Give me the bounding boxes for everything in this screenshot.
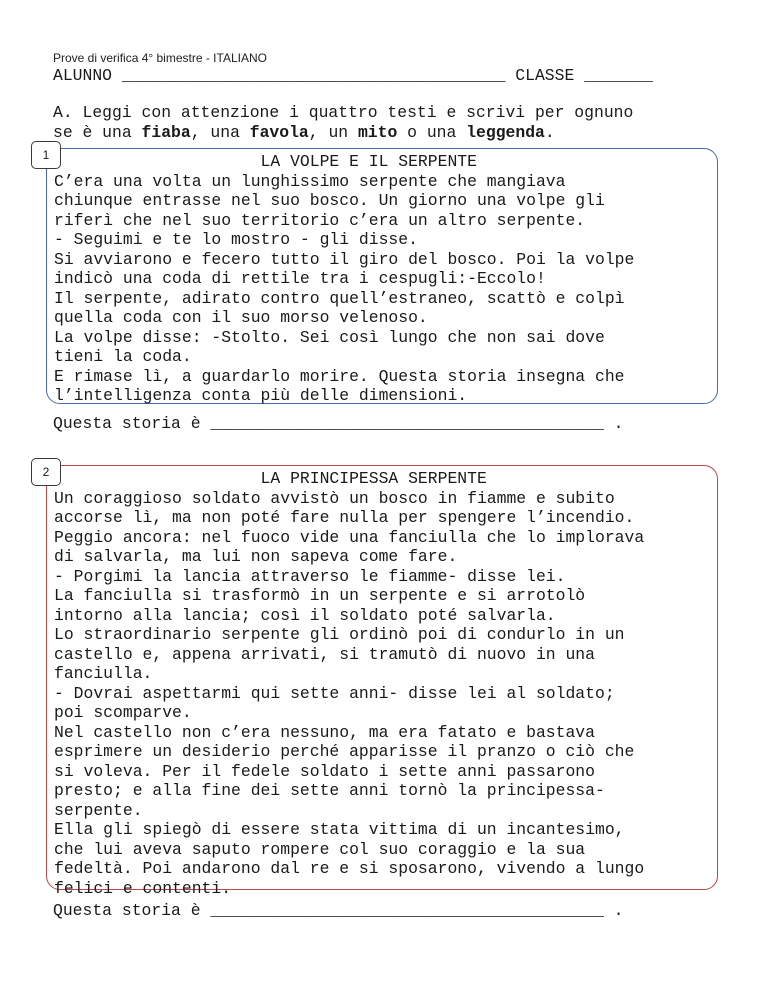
story-line: accorse lì, ma non poté fare nulla per spengere l’incendio. [54,508,635,527]
story-number-badge-1: 1 [31,141,61,169]
answer-line-1[interactable]: Questa storia è ________________________________________ . [53,414,624,433]
story-line: fedeltà. Poi andarono dal re e si sposarono, vivendo a lungo [54,859,645,878]
story-line: tieni la coda. [54,347,192,366]
story-line: Un coraggioso soldato avvistò un bosco in fiamme e subito [54,488,615,508]
keyword-fiaba: fiaba [141,122,191,142]
story-line: Si avviarono e fecero tutto il giro del bosco. Poi la volpe [54,249,635,269]
story-line: - Seguimi e te lo mostro - gli disse. [54,230,418,249]
student-name-class-line: ALUNNO _______________________________________ CLASSE _______ [53,66,653,85]
story-line: che lui aveva saputo rompere col suo coraggio e la sua [54,839,586,859]
keyword-leggenda: leggenda [466,122,545,142]
story-line: Nel castello non c’era nessuno, ma era fatato e bastava [54,722,595,742]
keyword-favola: favola [249,122,309,142]
story-line: presto; e alla fine dei sette anni tornò la principessa- [54,781,605,800]
story-line: riferì che nel suo territorio c’era un altro serpente. [54,210,586,230]
worksheet-subtitle: Prove di verifica 4° bimestre - ITALIANO [53,51,267,65]
story-line: Il serpente, adirato contro quell’estraneo, scattò e colpì [54,288,625,308]
story-body-2 [54,489,644,899]
story-line: La volpe disse: -Stolto. Sei così lungo che non sai dove [54,327,605,347]
story-line: E rimase lì, a guardarlo morire. Questa storia insegna che [54,366,625,386]
story-text-1 [54,152,634,406]
story-line: La fanciulla si trasformò in un serpente e si arrotolò [54,586,586,605]
keyword-mito: mito [357,122,398,142]
story-body-1 [54,172,634,406]
story-line: - Porgimi la lancia attraverso le fiamme- disse lei. [54,566,566,586]
instructions-line-1: A. Leggi con attenzione i quattro testi e scrivi per ognuno [53,103,634,122]
story-line: fanciulla. [54,664,153,683]
story-title-2: LA PRINCIPESSA SERPENTE [54,469,487,488]
story-line: castello e, appena arrivati, si tramutò di nuovo in una [54,644,595,664]
answer-line-2[interactable]: Questa storia è ________________________________________ . [53,901,624,920]
story-line: Lo straordinario serpente gli ordinò poi di condurlo in un [54,625,625,644]
story-line: esprimere un desiderio perché apparisse il pranzo o ciò che [54,742,635,761]
story-line: di salvarla, ma lui non sapeva come fare. [54,547,458,566]
story-line: Peggio ancora: nel fuoco vide una fanciulla che lo implorava [54,527,645,547]
story-line: felici e contenti. [54,878,232,898]
story-number-badge-2: 2 [31,458,61,486]
story-line: si voleva. Per il fedele soldato i sette anni passarono [54,761,595,781]
story-title-1: LA VOLPE E IL SERPENTE [54,152,477,171]
story-line: serpente. [54,800,143,820]
story-line: indicò una coda di rettile tra i cespugli:-Eccolo! [54,269,546,288]
story-line: quella coda con il suo morso velenoso. [54,308,428,327]
story-text-2 [54,469,644,898]
story-line: C’era una volta un lunghissimo serpente che mangiava [54,171,566,191]
instructions-line-2: se è una fiaba, una favola, un mito o una leggenda. [53,122,555,142]
story-line: l’intelligenza conta più delle dimensioni. [54,386,468,405]
story-line: chiunque entrasse nel suo bosco. Un giorno una volpe gli [54,191,605,210]
story-line: intorno alla lancia; così il soldato poté salvarla. [54,605,556,625]
story-line: Ella gli spiegò di essere stata vittima di un incantesimo, [54,820,625,839]
story-line: - Dovrai aspettarmi qui sette anni- disse lei al soldato; [54,683,615,703]
story-line: poi scomparve. [54,703,192,722]
instructions [53,103,633,142]
